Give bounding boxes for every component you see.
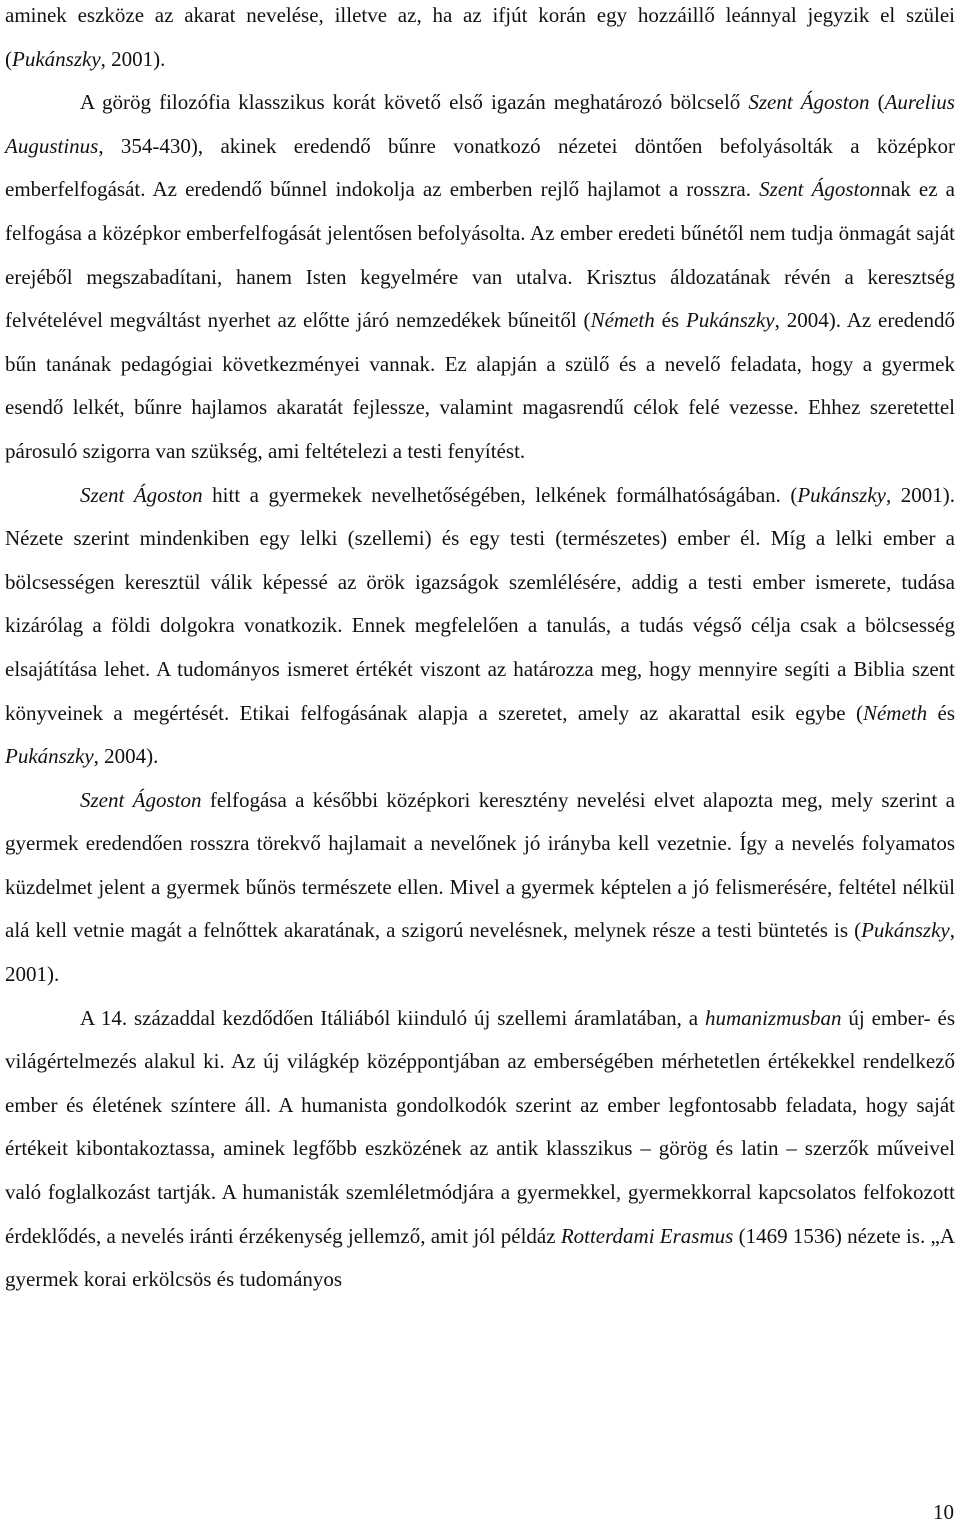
body-text (5, 0, 955, 1302)
text-run: A görög filozófia klasszikus korát követő első igazán meghatározó bölcselő (80, 90, 749, 115)
page-number: 10 (933, 1500, 954, 1524)
text-run: , 354-430), akinek eredendő bűnre vonatkozó nézetei döntően befolyásolták a középkor emberfelfogását. Az eredendő bűnnel indokolja az emberben rejlő hajlamot a rosszra. (5, 133, 955, 202)
document-page (5, 0, 955, 1302)
italic-text: Pukánszky (797, 482, 886, 507)
italic-text: Szent Ágoston (748, 90, 870, 115)
italic-text: Németh (590, 308, 655, 333)
italic-text: Pukánszky (685, 308, 775, 333)
text-run: és (927, 700, 955, 725)
paragraph (5, 779, 955, 997)
paragraph (5, 474, 955, 779)
italic-text: Pukánszky (12, 46, 101, 71)
text-run: ( (869, 90, 885, 115)
text-run: , 2001). Nézete szerint mindenkiben egy lelki (szellemi) és egy testi (természetes) ember él. Míg a lelki ember a bölcsességen keresztül válik képessé az örök igazságok szemlélésére, addig a testi ember ismerete, tudása kizárólag a földi dolgokra vonatkozik. Ennek megfelelően a tanulás, a tudás végső célja csak a bölcsesség elsajátítása lehet. A tudományos ismeret értékét viszont az határozza meg, hogy mennyire segíti a Biblia szent könyveinek a megértését. Etikai felfogásának alapja a szeretet, amely az akarattal esik egybe ( (5, 482, 955, 725)
text-run: A 14. századdal kezdődően Itáliából kiinduló új szellemi áramlatában, a (80, 1005, 705, 1030)
text-run: felfogása a későbbi középkori keresztény nevelési elvet alapozta meg, mely szerint a gyermek eredendően rosszra törekvő hajlamait a nevelőnek jó irányba kell vezetnie. Így a nevelés folyamatos küzdelmet jelent a gyermek bűnös természete ellen. Mivel a gyermek képtelen a jó felismerésére, feltétel nélkül alá kell vetnie magát a felnőttek akaratának, a szigorú nevelésnek, melynek része a testi büntetés is ( (5, 787, 955, 943)
paragraph (5, 0, 955, 81)
italic-text: Pukánszky (5, 744, 94, 769)
text-run: hitt a gyermekek nevelhetőségében, lelkének formálhatóságában. ( (202, 482, 798, 507)
italic-text: Szent Ágoston (759, 177, 881, 202)
paragraph (5, 81, 955, 473)
italic-text: Aurelius Augustinus (5, 90, 955, 158)
text-run: (1469 1536) nézete is. „A gyermek korai erkölcsös és tudományos (5, 1223, 955, 1292)
text-run: , 2004). (93, 744, 159, 769)
italic-text: Pukánszky (861, 918, 950, 943)
text-run: nak ez a felfogása a középkor emberfelfogását jelentősen befolyásolta. Az ember eredeti bűnétől nem tudja önmagát saját erejéből megszabadítani, hanem Isten kegyelmére van utalva. Krisztus áldozatának révén a keresztség felvételével megváltást nyerhet az előtte járó nemzedékek bűneitől ( (5, 177, 955, 333)
text-run: új ember- és világértelmezés alakul ki. Az új világkép középpontjában az emberségében mérhetetlen értékekkel rendelkező ember és életének színtere áll. A humanista gondolkodók szerint az ember legfontosabb feladata, hogy saját értékeit kibontakoztassa, aminek legfőbb eszközének az antik klasszikus – görög és latin – szerzők műveivel való foglalkozást tartják. A humanisták szemléletmódjára a gyermekkel, gyermekkorral kapcsolatos felfokozott érdeklődés, a nevelés iránti érzékenység jellemző, amit jól példáz (5, 1005, 955, 1248)
italic-text: Szent Ágoston (80, 482, 203, 507)
text-run: aminek eszköze az akarat nevelése, illetve az, ha az ifjút korán egy hozzáillő leánnyal jegyzik el szülei ( (5, 3, 955, 71)
italic-text: Rotterdami Erasmus (560, 1223, 734, 1248)
text-run: , 2001). (5, 918, 955, 987)
text-run: és (654, 308, 686, 333)
italic-text: humanizmusban (705, 1005, 842, 1030)
text-run: , 2004). Az eredendő bűn tanának pedagógiai következményei vannak. Ez alapján a szülő és a nevelő feladata, hogy a gyermek esendő lelkét, bűnre hajlamos akaratát fejlessze, valamint magasrendű célok felé vezesse. Ehhez szeretettel párosuló szigorra van szükség, ami feltételezi a testi fenyítést. (5, 308, 956, 463)
text-run: , 2001). (100, 46, 166, 71)
paragraph (5, 997, 955, 1302)
italic-text: Németh (862, 700, 928, 725)
italic-text: Szent Ágoston (80, 787, 202, 812)
